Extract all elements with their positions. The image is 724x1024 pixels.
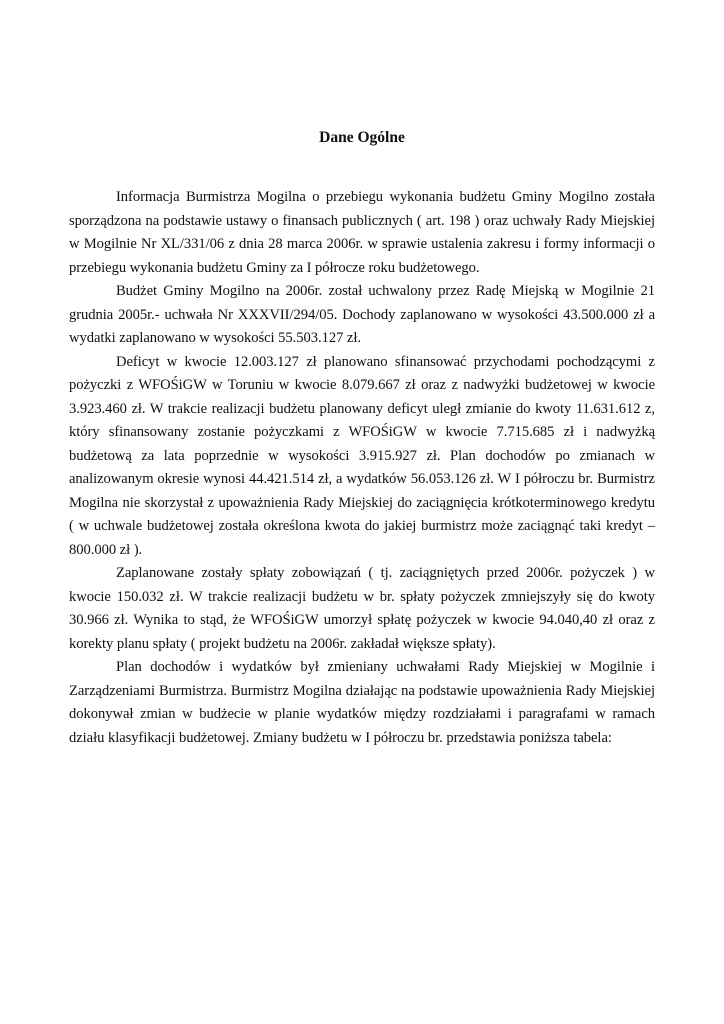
paragraph-budget-changes: Plan dochodów i wydatków był zmieniany uchwałami Rady Miejskiej w Mogilnie i Zarządzeniami Burmistrza. Burmistrz Mogilna działając na podstawie upoważnienia Rady Miejskiej dokonywał zmian w budżecie w planie wydatków między rozdziałami i paragrafami w ramach działu klasyfikacji budżetowej. Zmiany budżetu w I półroczu br. przedstawia poniższa tabela:: [69, 659, 655, 746]
paragraph-loan-repayments: Zaplanowane zostały spłaty zobowiązań ( tj. zaciągniętych przed 2006r. pożyczek ) w kwocie 150.032 zł. W trakcie realizacji budżetu w br. spłaty pożyczek zmniejszyły się do kwoty 30.966 zł. Wynika to stąd, że WFOŚiGW umorzył spłatę pożyczek w kwocie 94.040,40 zł oraz z korekty planu spłaty ( projekt budżetu na 2006r. zakładał większe spłaty).: [69, 565, 655, 652]
paragraph-introduction: Informacja Burmistrza Mogilna o przebiegu wykonania budżetu Gminy Mogilno została sporządzona na podstawie ustawy o finansach publicznych ( art. 198 ) oraz uchwały Rady Miejskiej w Mogilnie Nr XL/331/06 z dnia 28 marca 2006r. w sprawie ustalenia zakresu i formy informacji o przebiegu wykonania budżetu Gminy za I półrocze roku budżetowego.: [69, 189, 655, 276]
paragraph-deficit: Deficyt w kwocie 12.003.127 zł planowano sfinansować przychodami pochodzącymi z pożyczki z WFOŚiGW w Toruniu w kwocie 8.079.667 zł oraz z nadwyżki budżetowej w kwocie 3.923.460 zł. W trakcie realizacji budżetu planowany deficyt uległ zmianie do kwoty 11.631.612 z, który sfinansowany zostanie pożyczkami z WFOŚiGW w kwocie 7.715.685 zł i nadwyżką budżetową za lata poprzednie w wysokości 3.915.927 zł. Plan dochodów po zmianach w analizowanym okresie wynosi 44.421.514 zł, a wydatków 56.053.126 zł. W I półroczu br. Burmistrz Mogilna nie skorzystał z upoważnienia Rady Miejskiej do zaciągnięcia krótkoterminowego kredytu ( w uchwale budżetowej została określona kwota do jakiej burmistrz może zaciągnąć taki kredyt – 800.000 zł ).: [69, 353, 655, 558]
page-title: Dane Ogólne: [319, 129, 405, 146]
paragraph-budget-adoption: Budżet Gminy Mogilno na 2006r. został uchwalony przez Radę Miejską w Mogilnie 21 grudnia 2005r.- uchwała Nr XXXVII/294/05. Dochody zaplanowano w wysokości 43.500.000 zł a wydatki zaplanowano w wysokości 55.503.127 zł.: [69, 283, 655, 346]
document-body: [69, 186, 655, 750]
